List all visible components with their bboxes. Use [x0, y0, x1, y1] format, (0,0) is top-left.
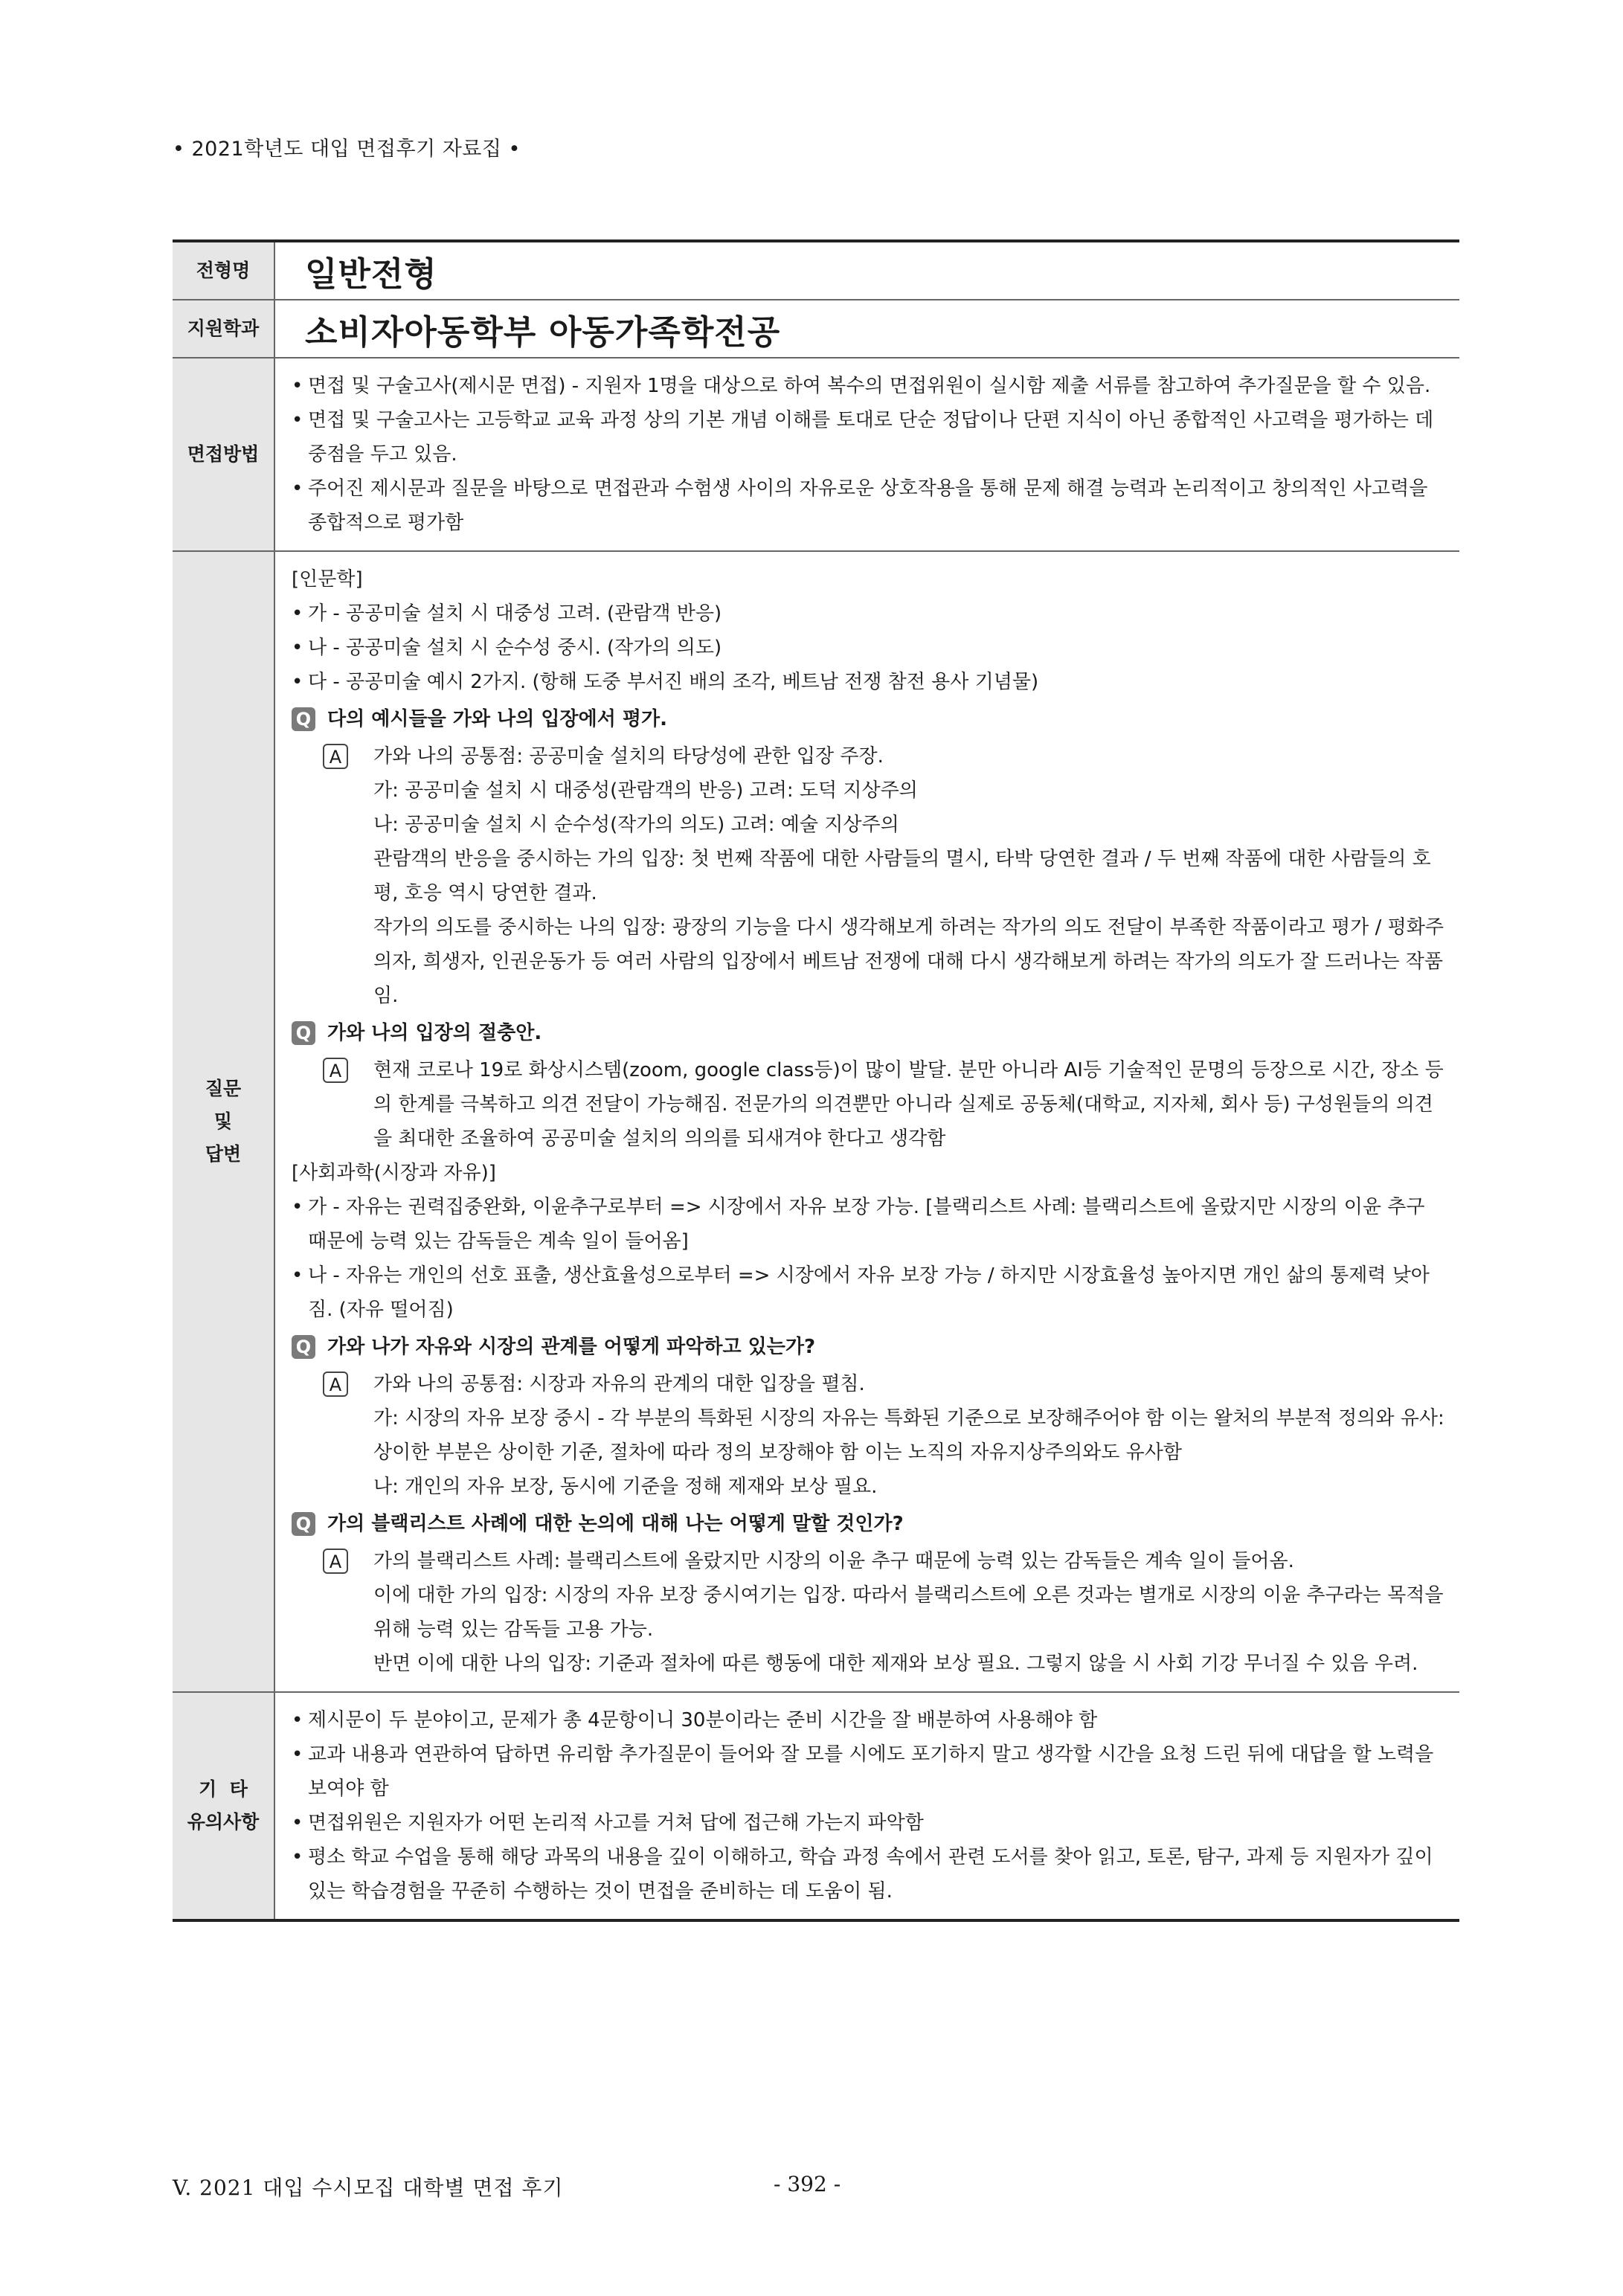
qa-row [173, 551, 1459, 1692]
page-footer-chapter: V. 2021 대입 수시모집 대학별 면접 후기 [173, 2176, 564, 2200]
answer-1: A 가와 나의 공통점: 공공미술 설치의 타당성에 관한 입장 주장. 가: 공공미술 설치 시 대중성(관람객의 반응) 고려: 도덕 지상주의 나: 공공미술 설치 시 순수성(작가의 의도) 고려: 예술 지상주의 관람객의 반응을 중시하는 가의 입장: 첫 번째 작품에 대한 사람들의 멸시, 타박 당연한 결과 / 두 번째 작품에 대한 사람들의 호평, 호응 역시 당연한 결과. 작가의 의도를 중시하는 나의 입장: 광장의 기능을 다시 생각해보게 하려는 작가의 의도 전달이 부족한 작품이라고 평가 / 평화주의자, 희생자, 인권운동가 등 여러 사람의 입장에서 베트남 전쟁에 대해 다시 생각해보게 하려는 작가의 의도가 잘 드러나는 작품임. [292, 739, 1444, 1013]
question-marker-icon: Q [292, 1021, 315, 1045]
qa-label: 질문 및 답변 [173, 551, 274, 1692]
qa-content [274, 551, 1459, 1692]
question-4: Q 가의 블랙리스트 사례에 대한 논의에 대해 나는 어떻게 말할 것인가? [292, 1507, 1444, 1541]
method-content [274, 358, 1459, 551]
question-marker-icon: Q [292, 707, 315, 731]
section-title-humanities: [인문학] [292, 568, 363, 591]
answer-marker-icon: A [323, 1372, 348, 1397]
type-label: 전형명 [173, 241, 274, 300]
question-marker-icon: Q [292, 1335, 315, 1359]
interview-table [173, 239, 1459, 1922]
passage-item: • 나 - 자유는 개인의 선호 표출, 생산효율성으로부터 => 시장에서 자유 보장 가능 / 하지만 시장효율성 높아지면 개인 삶의 통제력 낮아짐. (자유 떨어짐) [292, 1264, 1430, 1321]
method-item: • 면접 및 구술고사는 고등학교 교육 과정 상의 기본 개념 이해를 토대로 단순 정답이나 단편 지식이 아닌 종합적인 사고력을 평가하는 데 중점을 두고 있음. [292, 409, 1434, 466]
passage-item: • 가 - 공공미술 설치 시 대중성 고려. (관람객 반응) [292, 602, 722, 625]
answer-marker-icon: A [323, 744, 348, 769]
answer-marker-icon: A [323, 1058, 348, 1083]
passage-item: • 나 - 공공미술 설치 시 순수성 중시. (작가의 의도) [292, 637, 722, 659]
note-item: • 제시문이 두 분야이고, 문제가 총 4문항이니 30분이라는 준비 시간을 잘 배분하여 사용해야 함 [292, 1709, 1098, 1731]
answer-4: A 가의 블랙리스트 사례: 블랙리스트에 올랐지만 시장의 이윤 추구 때문에 능력 있는 감독들은 계속 일이 들어옴. 이에 대한 가의 입장: 시장의 자유 보장 중시여기는 입장. 따라서 블랙리스트에 오른 것과는 별개로 시장의 이윤 추구라는 목적을 위해 능력 있는 감독들 고용 가능. 반면 이에 대한 나의 입장: 기준과 절차에 따른 행동에 대한 제재와 보상 필요. 그렇지 않을 시 사회 기강 무너질 수 있음 우려. [292, 1544, 1444, 1681]
dept-row [173, 300, 1459, 358]
answer-3: A 가와 나의 공통점: 시장과 자유의 관계의 대한 입장을 펼침. 가: 시장의 자유 보장 중시 - 각 부분의 특화된 시장의 자유는 특화된 기준으로 보장해주어야 함 이는 왈처의 부분적 정의와 유사: 상이한 부분은 상이한 기준, 절차에 따라 정의 보장해야 함 이는 노직의 자유지상주의와도 유사함 나: 개인의 자유 보장, 동시에 기준을 정해 제재와 보상 필요. [292, 1367, 1444, 1504]
type-value: 일반전형 [274, 241, 1459, 300]
notes-content [274, 1692, 1459, 1920]
question-1: Q 다의 예시들을 가와 나의 입장에서 평가. [292, 702, 1444, 736]
method-item: • 주어진 제시문과 질문을 바탕으로 면접관과 수험생 사이의 자유로운 상호작용을 통해 문제 해결 능력과 논리적이고 창의적인 사고력을 종합적으로 평가함 [292, 477, 1428, 534]
answer-2: A 현재 코로나 19로 화상시스템(zoom, google class등)이 많이 발달. 분만 아니라 AI등 기술적인 문명의 등장으로 시간, 장소 등의 한계를 극복하고 의견 전달이 가능해짐. 전문가의 의견뿐만 아니라 실제로 공동체(대학교, 지자체, 회사 등) 구성원들의 의견을 최대한 조율하여 공공미술 설치의 의의를 되새겨야 한다고 생각함 [292, 1053, 1444, 1156]
section-title-social-science: [사회과학(시장과 자유)] [292, 1162, 496, 1184]
method-item: • 면접 및 구술고사(제시문 면접) - 지원자 1명을 대상으로 하여 복수의 면접위원이 실시함 제출 서류를 참고하여 추가질문을 할 수 있음. [292, 375, 1431, 397]
dept-value: 소비자아동학부 아동가족학전공 [274, 300, 1459, 358]
notes-row [173, 1692, 1459, 1920]
page-number: - 392 - [774, 2172, 841, 2196]
method-label: 면접방법 [173, 358, 274, 551]
passage-item: • 가 - 자유는 권력집중완화, 이윤추구로부터 => 시장에서 자유 보장 가능. [블랙리스트 사례: 블랙리스트에 올랐지만 시장의 이윤 추구 때문에 능력 있는 감독들은 계속 일이 들어옴] [292, 1196, 1425, 1252]
note-item: • 교과 내용과 연관하여 답하면 유리함 추가질문이 들어와 잘 모를 시에도 포기하지 말고 생각할 시간을 요청 드린 뒤에 대답을 할 노력을 보여야 함 [292, 1743, 1434, 1800]
question-3: Q 가와 나가 자유와 시장의 관계를 어떻게 파악하고 있는가? [292, 1330, 1444, 1364]
answer-marker-icon: A [323, 1549, 348, 1574]
note-item: • 면접위원은 지원자가 어떤 논리적 사고를 거쳐 답에 접근해 가는지 파악함 [292, 1812, 924, 1834]
type-row [173, 241, 1459, 300]
passage-item: • 다 - 공공미술 예시 2가지. (항해 도중 부서진 배의 조각, 베트남 전쟁 참전 용사 기념물) [292, 671, 1039, 693]
note-item: • 평소 학교 수업을 통해 해당 과목의 내용을 깊이 이해하고, 학습 과정 속에서 관련 도서를 찾아 읽고, 토론, 탐구, 과제 등 지원자가 깊이 있는 학습경험을 꾸준히 수행하는 것이 면접을 준비하는 데 도움이 됨. [292, 1846, 1433, 1903]
dept-label: 지원학과 [173, 300, 274, 358]
question-marker-icon: Q [292, 1512, 315, 1536]
notes-label: 기 타 유의사항 [173, 1692, 274, 1920]
method-row [173, 358, 1459, 551]
page-header: • 2021학년도 대입 면접후기 자료집 • [173, 138, 521, 161]
question-2: Q 가와 나의 입장의 절충안. [292, 1016, 1444, 1050]
